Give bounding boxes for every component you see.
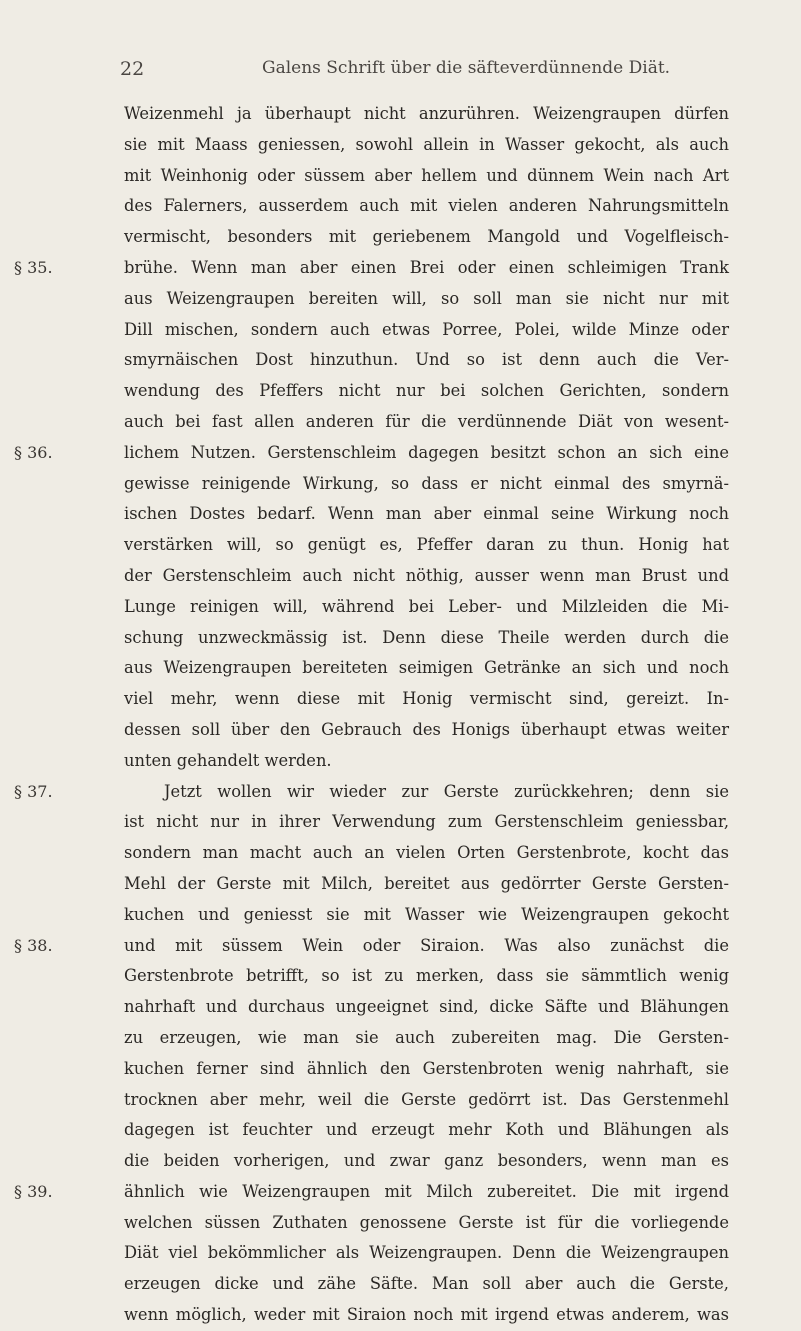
line-text: wenn möglich, weder mit Siraion noch mit irgend etwas anderem, was xyxy=(124,1305,729,1325)
body-text xyxy=(14,99,729,1331)
line-text: sondern man macht auch an vielen Orten Gerstenbrote, kocht das xyxy=(124,843,729,863)
text-line xyxy=(124,407,729,438)
text-line xyxy=(124,1023,729,1054)
text-line xyxy=(124,191,729,222)
line-text: brühe. Wenn man aber einen Brei oder einen schleimigen Trank xyxy=(124,257,729,277)
text-line xyxy=(124,900,729,931)
text-line xyxy=(124,961,729,992)
text-line xyxy=(124,530,729,561)
line-text: kuchen ferner sind ähnlich den Gerstenbroten wenig nahrhaft, sie xyxy=(124,1058,729,1078)
text-line xyxy=(124,715,729,746)
text-line xyxy=(14,1177,729,1208)
text-line xyxy=(124,746,729,777)
text-line xyxy=(124,1238,729,1269)
line-text: Gerstenbrote betrifft, so ist zu merken, dass sie sämmtlich wenig xyxy=(124,966,729,986)
text-line xyxy=(124,592,729,623)
line-text: welchen süssen Zuthaten genossene Gerste ist für die vorliegende xyxy=(124,1212,729,1232)
section-marker: § 39. xyxy=(14,1181,53,1201)
line-text: Weizenmehl ja überhaupt nicht anzurühren. Weizengraupen dürfen xyxy=(124,104,729,123)
text-line xyxy=(124,807,729,838)
text-line xyxy=(124,561,729,592)
page-header xyxy=(0,58,801,88)
running-title: Galens Schrift über die säfteverdünnende Diät. xyxy=(262,58,671,78)
line-text: sie mit Maass geniessen, sowohl allein in Wasser gekocht, als auch xyxy=(124,134,729,154)
line-text: viel mehr, wenn diese mit Honig vermischt sind, gereizt. In- xyxy=(124,689,729,709)
line-text: dagegen ist feuchter und erzeugt mehr Koth und Blähungen als xyxy=(124,1120,729,1140)
text-line xyxy=(124,1054,729,1085)
line-text: auch bei fast allen anderen für die verdünnende Diät von wesent- xyxy=(124,411,729,431)
text-line xyxy=(14,931,729,962)
line-text: schung unzweckmässig ist. Denn diese Theile werden durch die xyxy=(124,627,729,647)
text-line xyxy=(124,1208,729,1239)
text-line xyxy=(124,1115,729,1146)
text-line xyxy=(124,1085,729,1116)
line-text: wendung des Pfeffers nicht nur bei solchen Gerichten, sondern xyxy=(124,381,729,401)
line-text: dessen soll über den Gebrauch des Honigs überhaupt etwas weiter xyxy=(124,719,729,739)
text-line xyxy=(124,345,729,376)
line-text: nahrhaft und durchaus ungeeignet sind, dicke Säfte und Blähungen xyxy=(124,997,729,1017)
line-text: zu erzeugen, wie man sie auch zubereiten mag. Die Gersten- xyxy=(124,1027,729,1047)
line-text: aus Weizengraupen bereiten will, so soll man sie nicht nur mit xyxy=(124,288,729,308)
line-text: ischen Dostes bedarf. Wenn man aber einmal seine Wirkung noch xyxy=(124,504,729,524)
text-line xyxy=(14,253,729,284)
line-text: und mit süssem Wein oder Siraion. Was also zunächst die xyxy=(124,935,729,955)
text-line xyxy=(124,284,729,315)
line-text: lichem Nutzen. Gerstenschleim dagegen besitzt schon an sich eine xyxy=(124,442,729,462)
section-marker: § 38. xyxy=(14,935,53,955)
line-text: erzeugen dicke und zähe Säfte. Man soll aber auch die Gerste, xyxy=(124,1274,729,1294)
text-line xyxy=(124,838,729,869)
text-line xyxy=(124,869,729,900)
section-marker: § 37. xyxy=(14,781,53,801)
line-text: trocknen aber mehr, weil die Gerste gedörrt ist. Das Gerstenmehl xyxy=(124,1089,729,1109)
line-text: mit Weinhonig oder süssem aber hellem und dünnem Wein nach Art xyxy=(124,165,729,185)
line-text: die beiden vorherigen, und zwar ganz besonders, wenn man es xyxy=(124,1151,729,1171)
text-line xyxy=(124,99,729,130)
line-text: kuchen und geniesst sie mit Wasser wie Weizengraupen gekocht xyxy=(124,904,729,924)
line-text: der Gerstenschleim auch nicht nöthig, ausser wenn man Brust und xyxy=(124,565,729,585)
text-line xyxy=(124,653,729,684)
text-line xyxy=(124,623,729,654)
line-text: Dill mischen, sondern auch etwas Porree, Polei, wilde Minze oder xyxy=(124,319,729,339)
text-line xyxy=(124,992,729,1023)
line-text: smyrnäischen Dost hinzuthun. Und so ist denn auch die Ver- xyxy=(124,350,729,370)
text-line xyxy=(124,1300,729,1331)
text-line xyxy=(14,438,729,469)
line-text: gewisse reinigende Wirkung, so dass er nicht einmal des smyrnä- xyxy=(124,473,729,493)
line-text: des Falerners, ausserdem auch mit vielen anderen Nahrungsmitteln xyxy=(124,196,729,216)
text-line xyxy=(14,777,729,808)
line-text: Diät viel bekömmlicher als Weizengraupen. Denn die Weizengraupen xyxy=(124,1243,729,1263)
line-text: unten gehandelt werden. xyxy=(124,750,332,770)
line-text: ist nicht nur in ihrer Verwendung zum Gerstenschleim geniessbar, xyxy=(124,812,729,832)
line-text: verstärken will, so genügt es, Pfeffer daran zu thun. Honig hat xyxy=(124,535,729,555)
line-text: ähnlich wie Weizengraupen mit Milch zubereitet. Die mit irgend xyxy=(124,1181,729,1201)
line-text: aus Weizengraupen bereiteten seimigen Getränke an sich und noch xyxy=(124,658,729,678)
line-text: Lunge reinigen will, während bei Leber- und Milzleiden die Mi- xyxy=(124,596,729,616)
text-line xyxy=(124,222,729,253)
text-line xyxy=(124,684,729,715)
line-text: Mehl der Gerste mit Milch, bereitet aus gedörrter Gerste Gersten- xyxy=(124,873,729,893)
text-line xyxy=(124,1269,729,1300)
text-line xyxy=(124,130,729,161)
text-line xyxy=(124,469,729,500)
text-line xyxy=(124,376,729,407)
section-marker: § 35. xyxy=(14,257,53,277)
text-line xyxy=(124,1146,729,1177)
page-number: 22 xyxy=(120,58,145,80)
text-line xyxy=(124,315,729,346)
line-text: vermischt, besonders mit geriebenem Mangold und Vogelfleisch- xyxy=(124,227,729,247)
section-marker: § 36. xyxy=(14,442,53,462)
text-line xyxy=(124,499,729,530)
text-line xyxy=(124,161,729,192)
line-text: Jetzt wollen wir wieder zur Gerste zurückkehren; denn sie xyxy=(164,781,729,801)
